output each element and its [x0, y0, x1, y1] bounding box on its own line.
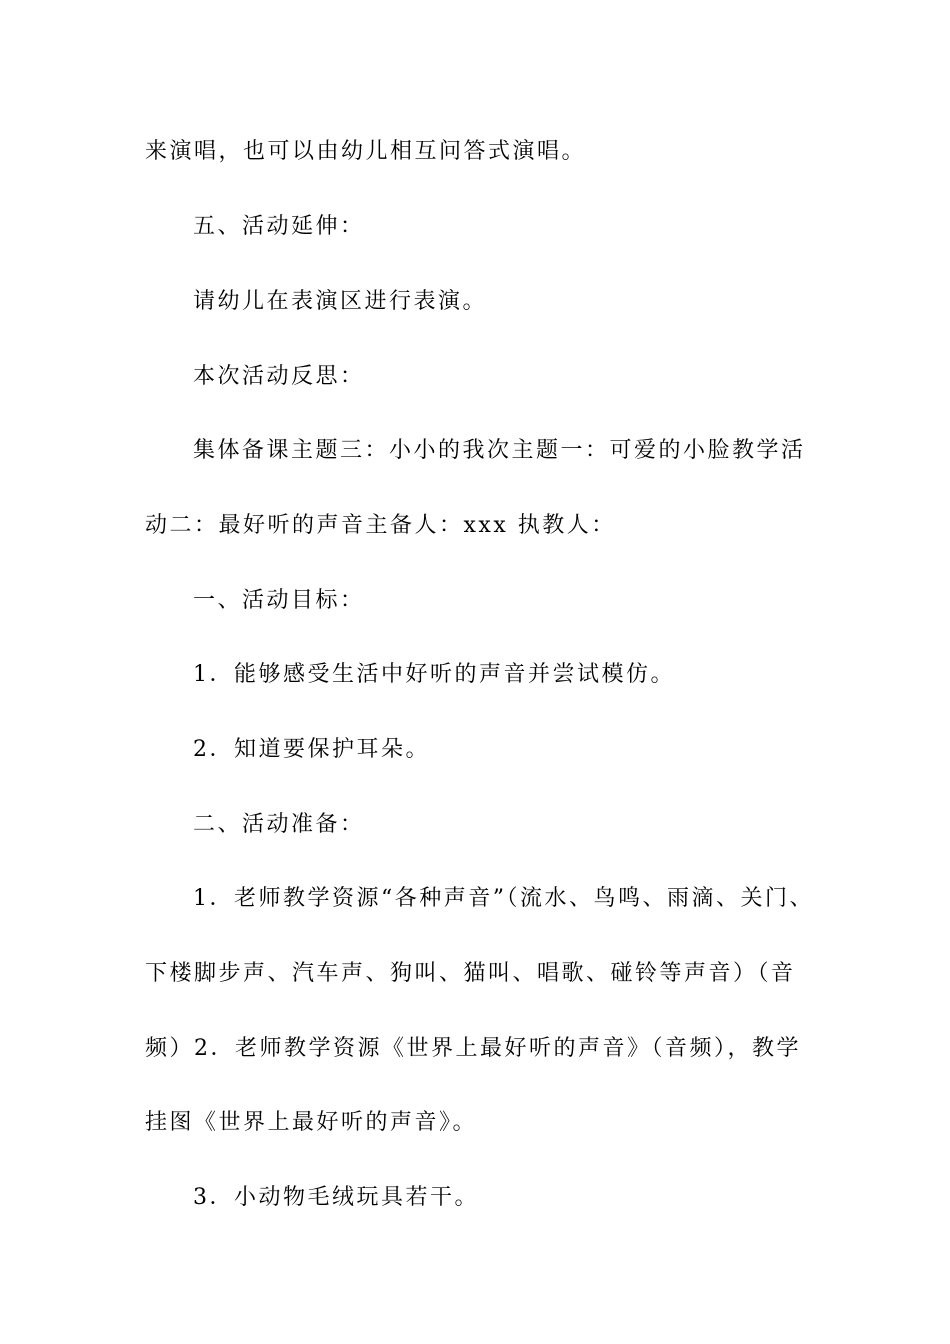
- section-heading: 五、活动延伸：: [193, 214, 365, 239]
- section-heading: 本次活动反思：: [193, 364, 365, 389]
- text-line: 请幼儿在表演区进行表演。: [193, 289, 488, 314]
- list-item: 1．老师教学资源“各种声音”（流水、鸟鸣、雨滴、关门、: [193, 886, 814, 911]
- text-line: 来演唱，也可以由幼儿相互问答式演唱。: [145, 139, 587, 164]
- text-line: 频）2．老师教学资源《世界上最好听的声音》（音频），教学: [145, 1036, 801, 1061]
- list-item: 3．小动物毛绒玩具若干。: [193, 1185, 479, 1210]
- text-line: 集体备课主题三：小小的我次主题一：可爱的小脸教学活: [193, 438, 806, 463]
- section-heading: 二、活动准备：: [193, 812, 365, 837]
- list-item: 1．能够感受生活中好听的声音并尝试模仿。: [193, 662, 675, 687]
- text-line: 下楼脚步声、汽车声、狗叫、猫叫、唱歌、碰铃等声音）（音: [145, 961, 796, 986]
- text-line: 挂图《世界上最好听的声音》。: [145, 1110, 478, 1135]
- list-item: 2．知道要保护耳朵。: [193, 737, 430, 762]
- text-line: 动二：最好听的声音主备人：xxx 执教人：: [145, 513, 616, 538]
- section-heading: 一、活动目标：: [193, 588, 365, 613]
